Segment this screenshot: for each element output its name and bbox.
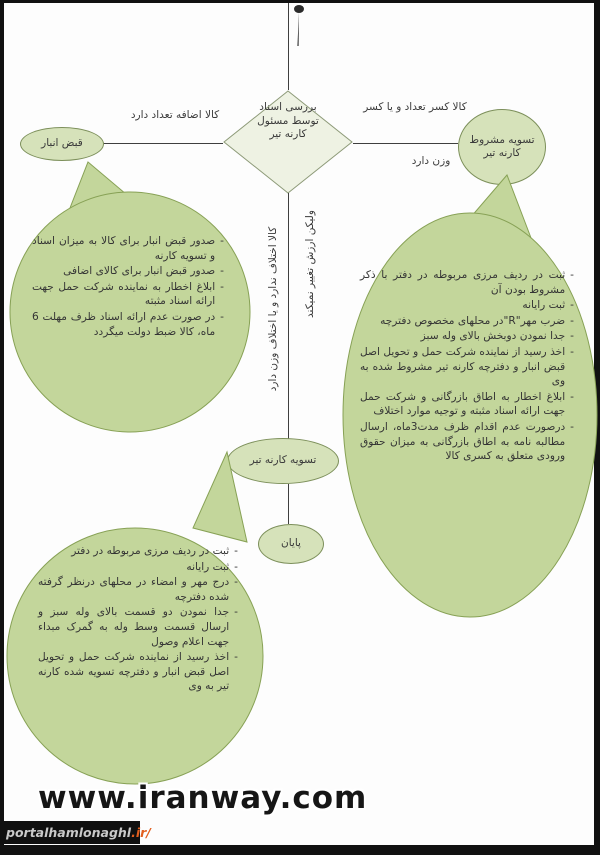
edge-to-end [288,484,289,524]
bullet-text: درج مهر و امضاء در محلهای درنظر گرفته شده دفترچه [38,576,230,603]
bullet-text: ثبت رایانه [522,299,566,312]
bullet-text: اخذ رسید از نماینده شرکت حمل و تحویل اصل قبض انبار و دفترچه تسویه شده کارنه تیر به وی [38,651,230,693]
node-end: پایان [258,524,324,564]
bullet-item [38,575,238,604]
watermark-iranway: www.iranway.com [38,780,368,816]
bullet-dash: - [570,269,574,281]
edge-left [102,143,223,144]
bullet-item [38,650,238,694]
bullet-item [360,345,574,389]
bullet-dash: - [234,651,238,664]
bullet-item [360,298,574,313]
bullet-text: درصورت عدم اقدام ظرف مدت3ماه، ارسال مطالبه نامه به اطاق بازرگانی به میزان حقوق ورودی متعلق به کسری کالا [360,421,566,463]
bullet-dash: - [570,314,574,327]
bullet-dash: - [234,545,238,557]
watermark-portal [0,821,151,844]
bullet-item [38,605,238,649]
bullet-dash: - [570,330,574,343]
bubble-right-list [360,268,574,465]
edge-label-value-unchanged: ولیکن ارزش تغییر نمیکند [304,210,316,318]
node-conditional-settlement: تسویه مشروط کارنه تیر [458,109,546,185]
portal-tld-text: .ir/ [131,825,151,840]
bullet-item [360,268,574,297]
bullet-item [360,390,574,419]
bullet-text: صدور قبض انبار برای کالای اضافی [63,265,216,278]
bullet-dash: - [570,421,574,434]
bullet-text: ابلاغ اخطار به اطاق بازرگانی و شرکت حمل جهت ارائه اسناد مثبته و توجیه موارد اختلاف [360,390,566,418]
bullet-text: اخذ رسید از نماینده شرکت حمل و تحویل اصل قبض انبار و دفترچه کارنه تیر مشروط شده به وی [360,346,566,388]
bullet-dash: - [220,311,224,324]
bullet-text: ثبت رایانه [186,560,230,573]
bubble-left-top-list [32,234,224,340]
bullet-item [360,329,574,344]
bullet-dash: - [220,235,224,247]
bullet-text: جدا نمودن دو قسمت بالای وله سبز و ارسال قسمت وسط وله به گمرک مبداء جهت اعلام وصول [38,606,230,648]
edge-label-no-difference: کالا اختلاف ندارد و یا اختلاف وزن دارد [267,226,279,392]
bullet-item [38,544,238,559]
bullet-item [32,234,224,263]
bullet-item [38,560,238,575]
edge-label-weight: وزن دارد [411,155,451,167]
bullet-item [32,310,224,339]
portal-name-text: portalhamlonaghl [6,825,132,840]
bullet-dash: - [234,606,238,619]
bullet-text: در صورت عدم ارائه اسناد ظرف مهلت 6 ماه، کالا ضبط دولت میگردد [32,311,216,338]
bullet-text: جدا نمودن دوبخش بالای وله سبز [420,330,566,343]
bullet-item [360,314,574,329]
bullet-item [360,420,574,464]
node-tir-settlement: تسویه کارنه تیر [227,438,339,484]
top-entry-line [288,3,289,90]
bullet-dash: - [220,265,224,278]
down-pin-icon [292,4,306,50]
decision-diamond-label: بررسی اسناد توسط مسئول کارنه تیر [257,101,319,141]
bullet-dash: - [220,280,224,293]
bullet-dash: - [570,390,574,403]
node-warehouse-receipt: قبض انبار [20,127,104,161]
bullet-dash: - [234,576,238,589]
edge-right [353,143,458,144]
edge-label-shortage: کالا کسر تعداد و یا کسر [363,101,467,113]
edge-down [288,193,289,440]
bullet-text: ابلاغ اخطار به نماینده شرکت حمل جهت ارائه اسناد مثبته [32,280,216,308]
bullet-item [32,264,224,279]
bullet-text: ثبت در ردیف مرزی مربوطه در دفتر با ذکر مشروط بودن آن [360,269,566,296]
edge-label-extra-quantity: کالا اضافه تعداد دارد [130,109,220,121]
bullet-text: صدور قبض انبار برای کالا به میزان اسناد و تسویه کارنه [32,235,216,262]
bullet-dash: - [234,560,238,573]
bullet-text: ضرب مهر"R"در محلهای مخصوص دفترچه [380,314,566,327]
bullet-dash: - [570,346,574,359]
bullet-text: ثبت در ردیف مرزی مربوطه در دفتر [71,545,230,557]
bullet-item [32,280,224,309]
bullet-dash: - [570,299,574,312]
bubble-left-bottom-list [38,544,238,695]
